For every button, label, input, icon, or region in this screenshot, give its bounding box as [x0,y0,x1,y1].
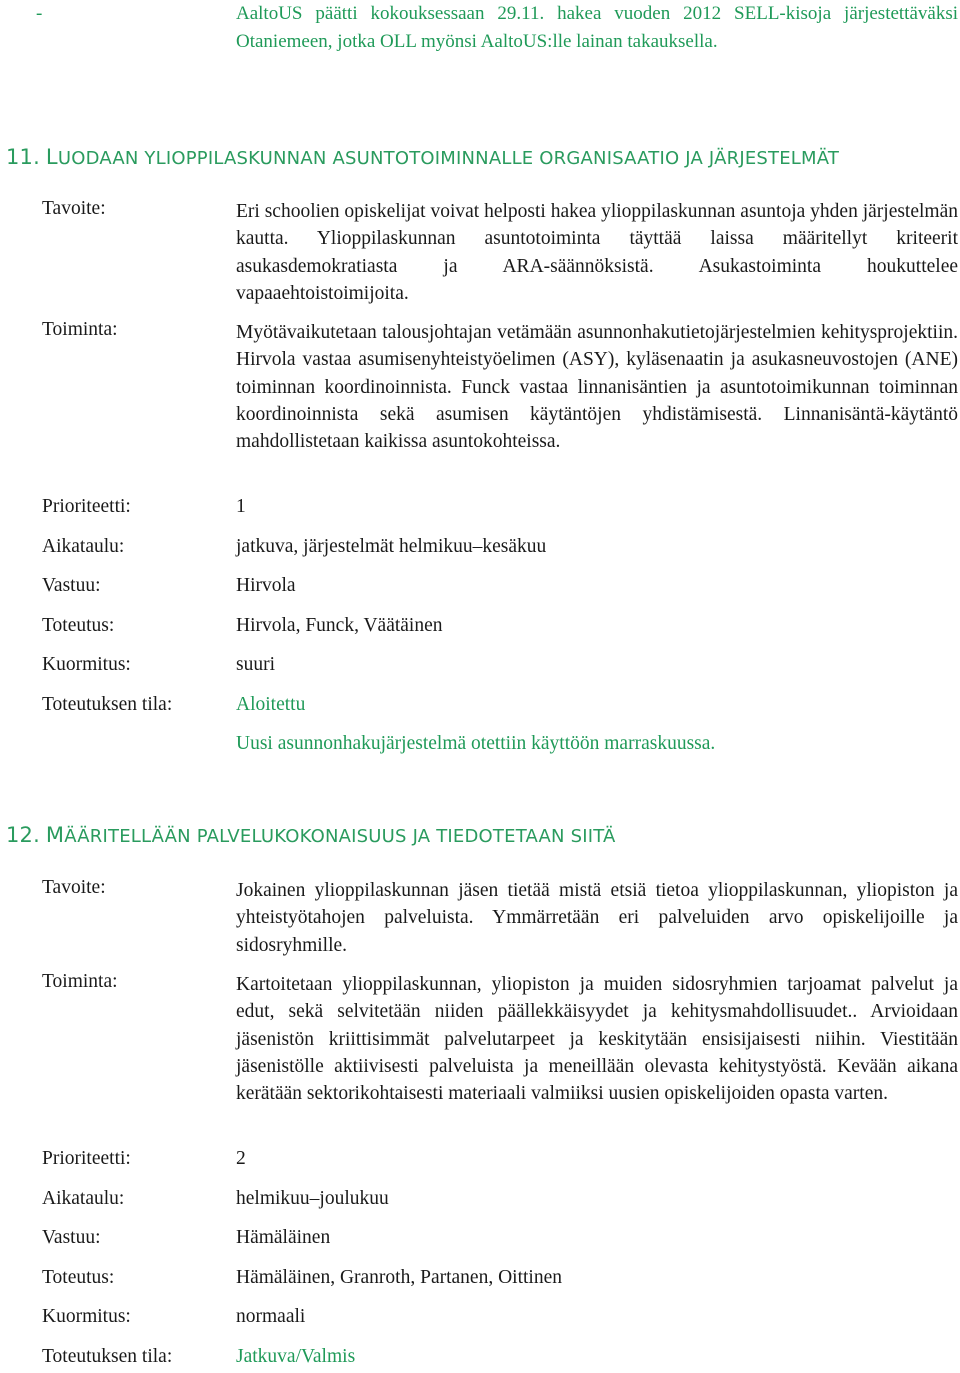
section-11-heading [6,145,839,169]
list-dash: - [36,3,43,24]
aikataulu-label: Aikataulu: [42,1188,125,1209]
vastuu-label: Vastuu: [42,1227,101,1248]
toteutus-value: Hämäläinen, Granroth, Partanen, Oittinen [236,1267,562,1288]
tavoite-label: Tavoite: [42,198,106,219]
section-number: 12. [6,823,40,847]
section-title: ÄÄRITELLÄÄN PALVELUKOKONAISUUS JA TIEDOTETAAN SIITÄ [64,826,616,847]
vastuu-value: Hämäläinen [236,1227,331,1248]
prioriteetti-label: Prioriteetti: [42,1148,131,1169]
tavoite-text: Eri schoolien opiskelijat voivat helposti hakea ylioppilaskunnan asuntoja yhden järjestelmän kautta. Ylioppilaskunnan asuntotoiminta täyttää laissa määritellyt kriteerit asukasdemokratiasta ja ARA-säännöksistä. Asukastoiminta houkuttelee vapaaehtoistoimijoita. [236,201,958,304]
tila-value: Jatkuva/Valmis [236,1346,356,1367]
tila-label: Toteutuksen tila: [42,1346,173,1367]
kuormitus-label: Kuormitus: [42,654,131,675]
aikataulu-label: Aikataulu: [42,536,125,557]
vastuu-label: Vastuu: [42,575,101,596]
toteutus-value: Hirvola, Funck, Väätäinen [236,615,443,636]
section-number: 11. [6,145,40,169]
section-title-initial: L [45,145,58,169]
kuormitus-label: Kuormitus: [42,1306,131,1327]
section-title: UODAAN YLIOPPILASKUNNAN ASUNTOTOIMINNALLE ORGANISAATIO JA JÄRJESTELMÄT [57,148,840,169]
tila-note: Uusi asunnonhakujärjestelmä otettiin käyttöön marraskuussa. [236,733,716,754]
tila-value: Aloitettu [236,694,306,715]
intro-text: AaltoUS päätti kokouksessaan 29.11. hakea vuoden 2012 SELL-kisoja järjestettäväksi Otaniemeen, jotka OLL myönsi AaltoUS:lle lainan takauksella. [236,3,958,52]
toteutus-label: Toteutus: [42,615,115,636]
tila-label: Toteutuksen tila: [42,694,173,715]
section-title-initial: M [45,823,65,847]
toiminta-text: Myötävaikutetaan talousjohtajan vetämään asunnonhakutietojärjestelmien kehitysprojektiin. Hirvola vastaa asumisenyhteistyöelimen (ASY), kyläsenaatin ja asukasneuvostojen (ANE) toiminnan koordinoinnista. Funck vastaa linnanisäntien ja asuntotoimikunnan toiminnan koordinoinnista sekä asumisen käytäntöjen yhdistämisestä. Linnanisäntä-käytäntö mahdollistetaan kaikissa asuntokohteissa. [236,322,958,453]
intro-paragraph [36,0,958,55]
toiminta-text: Kartoitetaan ylioppilaskunnan, yliopiston ja muiden sidosryhmien tarjoamat palvelut ja edut, sekä selvitetään niiden päällekkäisyydet ja kehitysmahdollisuudet.. Arvioidaan jäsenistön kriittisimmät palvelutarpeet ja keskitytään ensisijaisesti niihin. Viestitään jäsenistölle aktiivisesti palveluista ja meneillään olevasta kehitystyöstä. Kevään aikana kerätään sektorikohtaisesti materiaali valmiiksi uusien opiskelijoiden opasta varten. [236,974,958,1105]
aikataulu-value: helmikuu–joulukuu [236,1188,389,1209]
aikataulu-value: jatkuva, järjestelmät helmikuu–kesäkuu [236,536,547,557]
section-12-heading [6,823,616,847]
toiminta-label: Toiminta: [42,319,118,340]
tavoite-label: Tavoite: [42,877,106,898]
kuormitus-value: suuri [236,654,275,675]
kuormitus-value: normaali [236,1306,306,1327]
toteutus-label: Toteutus: [42,1267,115,1288]
prioriteetti-label: Prioriteetti: [42,496,131,517]
tavoite-text: Jokainen ylioppilaskunnan jäsen tietää mistä etsiä tietoa ylioppilaskunnan, yliopiston ja yhteistyötahojen palveluista. Ymmärretään eri palveluiden arvo opiskelijoille ja sidosryhmille. [236,880,958,956]
prioriteetti-value: 1 [236,496,246,517]
vastuu-value: Hirvola [236,575,296,596]
toiminta-label: Toiminta: [42,971,118,992]
prioriteetti-value: 2 [236,1148,246,1169]
